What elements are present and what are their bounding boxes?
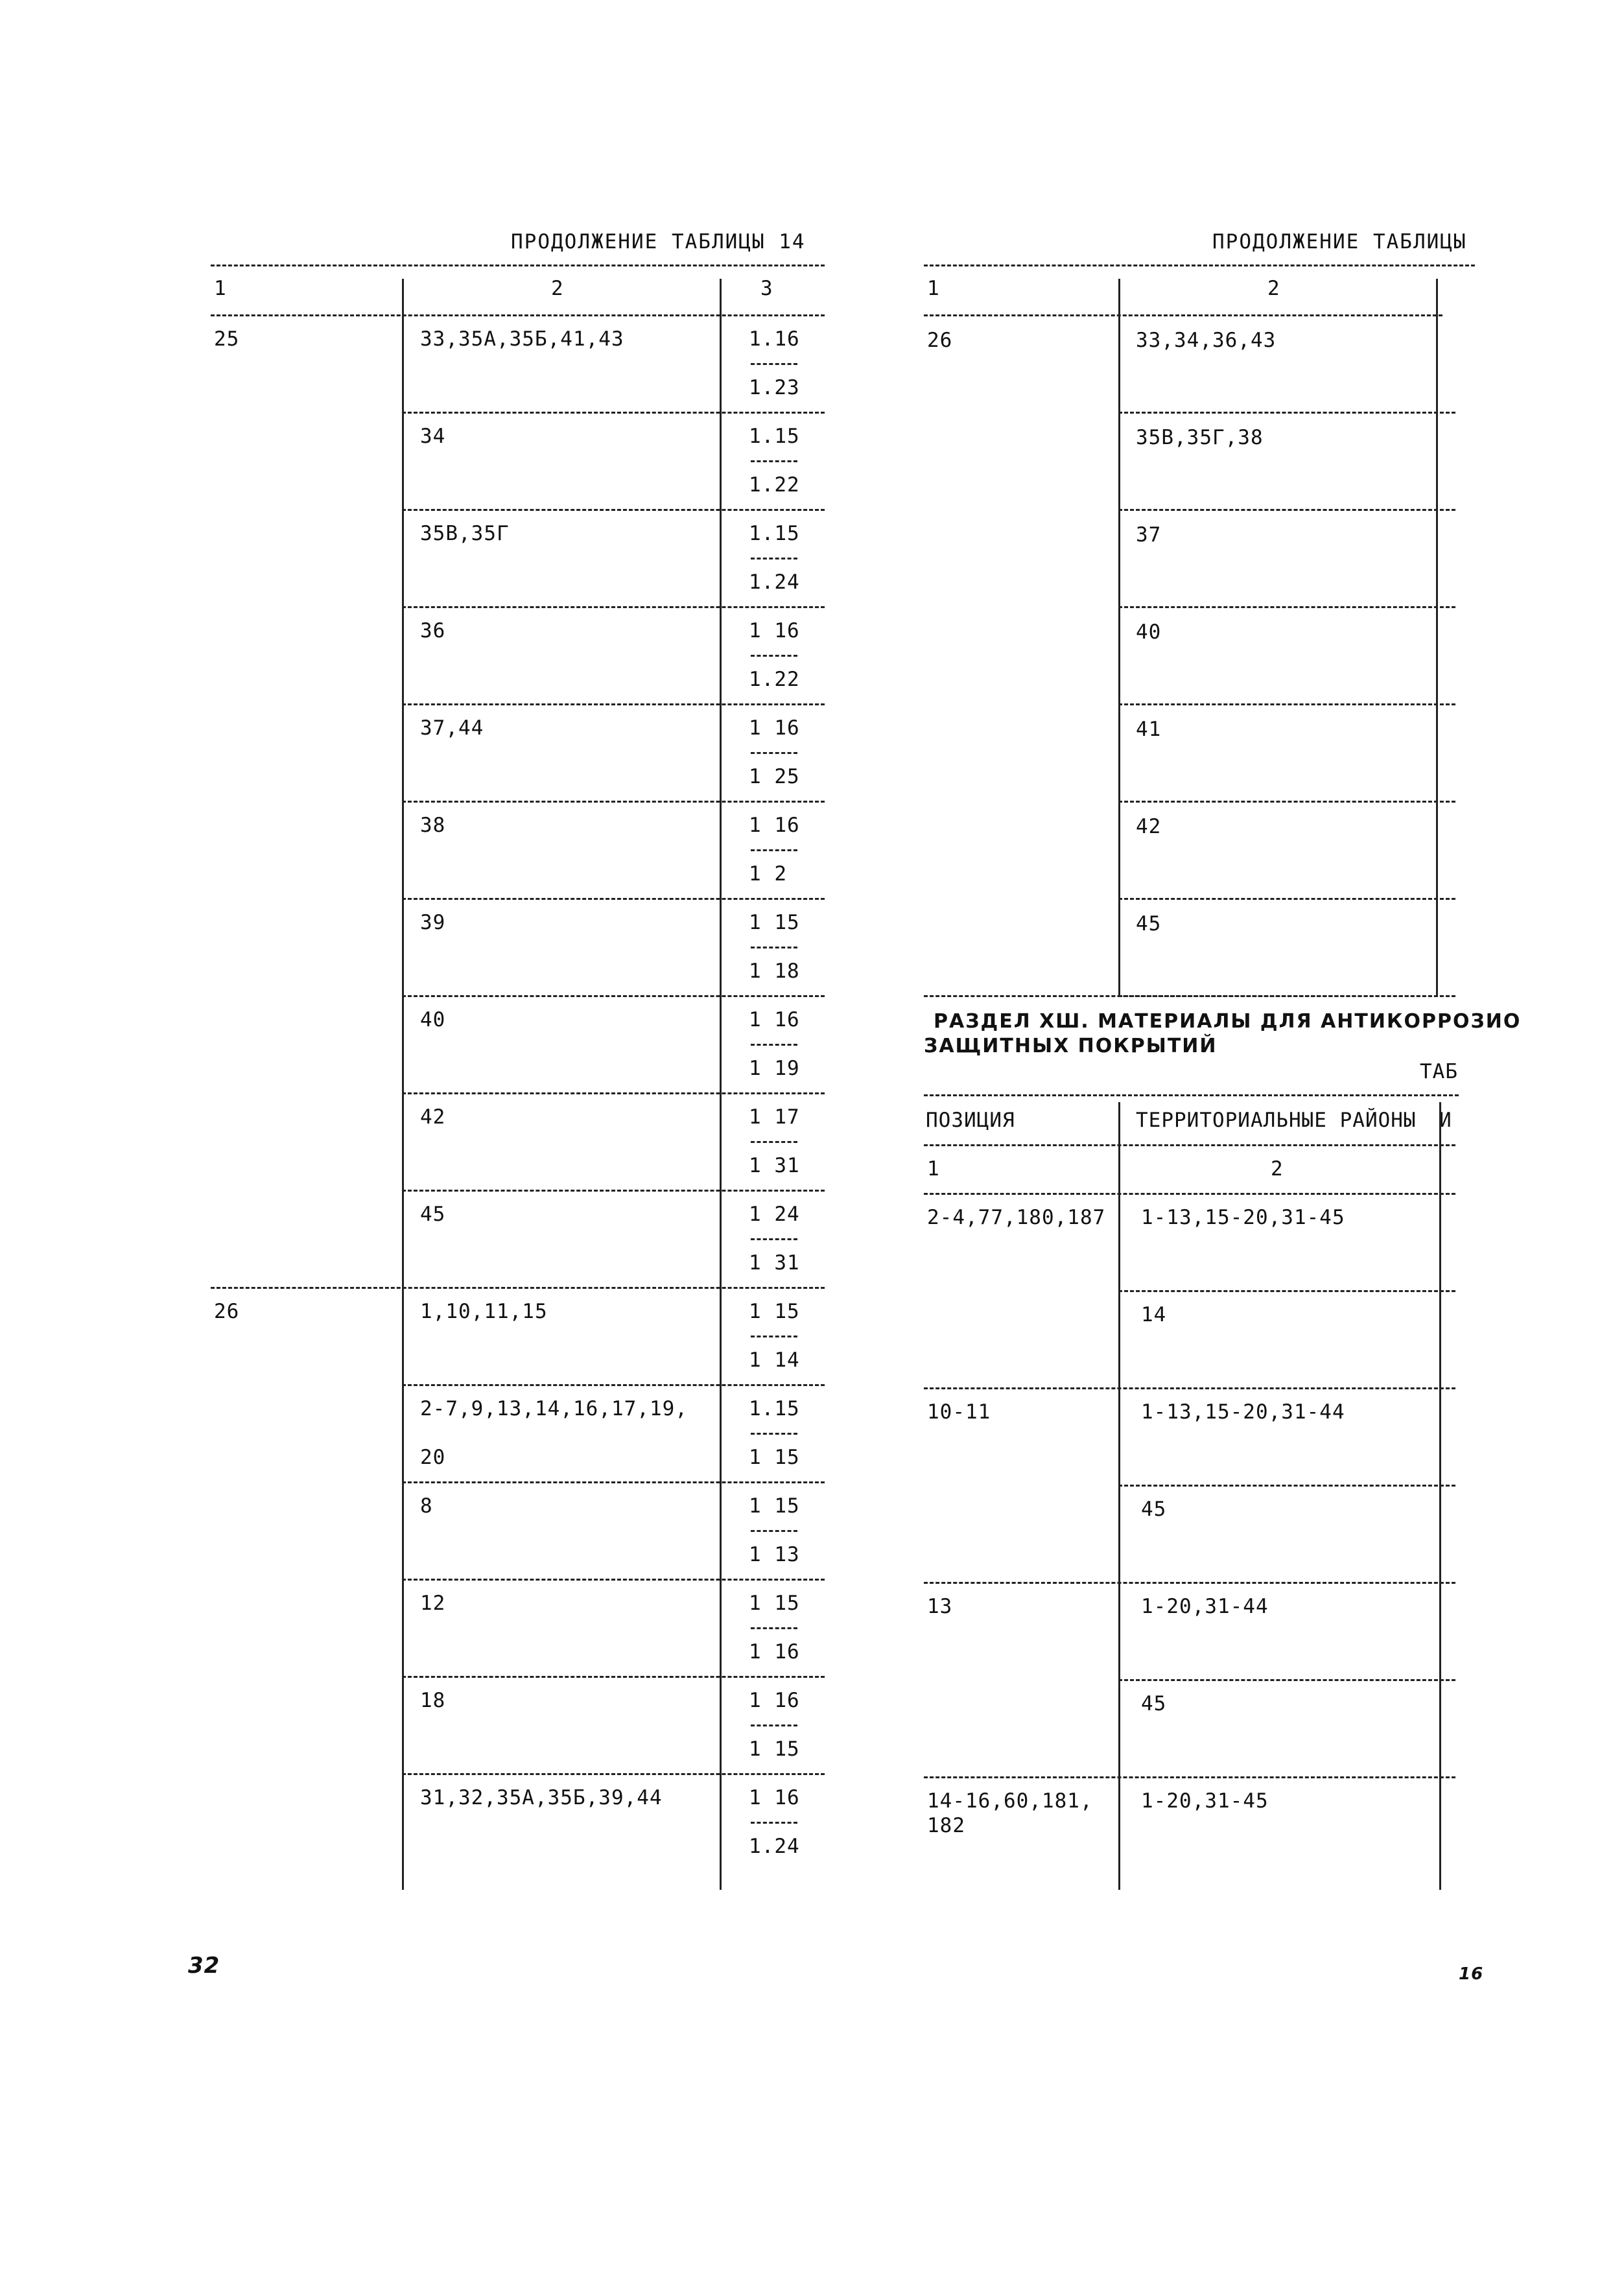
left-row-positions: 2-7,9,13,14,16,17,19, <box>420 1397 688 1420</box>
left-row-positions: 40 <box>420 1008 446 1031</box>
right-header-col2: 2 <box>1267 277 1280 300</box>
table2-number-col2: 2 <box>1271 1157 1284 1181</box>
left-row-coef-top: 1 16 <box>749 1786 800 1809</box>
left-row-coef-bottom: 1.23 <box>749 376 800 399</box>
left-row-positions: 18 <box>420 1689 446 1712</box>
left-row-coef-top: 1 16 <box>749 619 800 642</box>
left-row-separator <box>402 509 825 511</box>
left-row-positions: 8 <box>420 1494 433 1518</box>
left-header-col1: 1 <box>214 277 227 300</box>
table2-col-divider-1 <box>1118 1102 1120 1890</box>
table2-row-separator <box>924 1387 1455 1389</box>
table2-row-regions: 14 <box>1141 1303 1167 1326</box>
right-row-group-number: 26 <box>927 329 953 352</box>
left-row-coef-top: 1.16 <box>749 327 800 351</box>
left-row-fraction-line <box>751 947 797 948</box>
left-row-group-number: 25 <box>214 327 240 351</box>
left-row-separator <box>402 412 825 414</box>
left-row-fraction-line <box>751 752 797 754</box>
table2-row-positions: 10-11 <box>927 1400 991 1424</box>
left-row-separator <box>402 995 825 997</box>
table2-row-regions: 45 <box>1141 1498 1167 1521</box>
table2-row-positions-cont: 182 <box>927 1814 965 1837</box>
left-row-fraction-line <box>751 655 797 657</box>
left-row-separator <box>402 1773 825 1775</box>
right-header-col1: 1 <box>927 277 940 300</box>
left-row-coef-top: 1 16 <box>749 1008 800 1031</box>
left-row-group-number: 26 <box>214 1300 240 1323</box>
table2-row-regions: 1-20,31-45 <box>1141 1789 1269 1813</box>
left-row-coef-bottom: 1.22 <box>749 668 800 691</box>
left-row-fraction-line <box>751 363 797 365</box>
left-row-coef-top: 1 16 <box>749 716 800 740</box>
right-row-separator <box>1118 703 1455 705</box>
left-row-separator <box>402 1481 825 1483</box>
table2-header-col2: ТЕРРИТОРИАЛЬНЫЕ РАЙОНЫ <box>1136 1109 1417 1132</box>
left-header-col2: 2 <box>551 277 564 300</box>
table2-header-col3: И <box>1439 1109 1452 1132</box>
table2-row-separator <box>924 1582 1455 1584</box>
left-row-coef-top: 1.15 <box>749 1397 800 1420</box>
table2-header-col1: ПОЗИЦИЯ <box>926 1109 1015 1132</box>
right-row-separator <box>1118 412 1455 414</box>
left-table-caption: ПРОДОЛЖЕНИЕ ТАБЛИЦЫ 14 <box>511 230 806 253</box>
left-row-fraction-line <box>751 1336 797 1337</box>
right-table-top-rule <box>924 265 1475 266</box>
table2-row-separator <box>1118 1679 1455 1681</box>
right-row-positions: 45 <box>1136 912 1162 936</box>
left-row-coef-top: 1.15 <box>749 425 800 448</box>
left-row-coef-bottom: 1 19 <box>749 1057 800 1080</box>
left-row-fraction-line <box>751 558 797 559</box>
table2-row-regions: 1-13,15-20,31-45 <box>1141 1206 1345 1229</box>
left-row-separator <box>402 1190 825 1192</box>
left-row-coef-bottom: 1.22 <box>749 473 800 497</box>
table2-row-regions: 45 <box>1141 1692 1167 1715</box>
left-row-separator <box>402 703 825 705</box>
left-col-divider-1 <box>402 279 404 1890</box>
left-table-top-rule <box>211 265 825 266</box>
left-row-coef-top: 1 17 <box>749 1105 800 1129</box>
left-row-coef-bottom: 1 15 <box>749 1446 800 1469</box>
table2-row-positions: 13 <box>927 1595 953 1618</box>
right-table-caption: ПРОДОЛЖЕНИЕ ТАБЛИЦЫ <box>1212 230 1467 253</box>
table2-row-positions: 14-16,60,181, <box>927 1789 1093 1813</box>
table2-row-separator <box>1118 1290 1455 1292</box>
left-row-coef-bottom: 1 31 <box>749 1154 800 1177</box>
table2-row-positions: 2-4,77,180,187 <box>927 1206 1106 1229</box>
table2-number-col1: 1 <box>927 1157 940 1181</box>
right-row-positions: 41 <box>1136 718 1162 741</box>
left-row-fraction-line <box>751 1044 797 1046</box>
left-row-positions: 33,35А,35Б,41,43 <box>420 327 624 351</box>
right-col-divider-2 <box>1436 279 1438 995</box>
left-row-separator <box>402 1384 825 1386</box>
left-row-separator <box>402 1092 825 1094</box>
left-row-fraction-line <box>751 1530 797 1532</box>
left-row-coef-top: 1 15 <box>749 1300 800 1323</box>
right-row-positions: 37 <box>1136 523 1162 547</box>
table2-row-separator <box>924 1776 1455 1778</box>
left-row-positions: 38 <box>420 814 446 837</box>
left-row-positions: 1,10,11,15 <box>420 1300 548 1323</box>
left-row-coef-bottom: 1.24 <box>749 571 800 594</box>
left-header-rule <box>211 314 825 316</box>
left-row-separator <box>402 1676 825 1678</box>
right-row-separator <box>1118 606 1455 608</box>
right-row-separator <box>1118 509 1455 511</box>
left-row-coef-bottom: 1.24 <box>749 1835 800 1858</box>
left-row-fraction-line <box>751 460 797 462</box>
section-title-line2: ЗАЩИТНЫХ ПОКРЫТИЙ <box>924 1035 1218 1057</box>
table2-header-rule <box>924 1144 1455 1146</box>
left-row-coef-bottom: 1 13 <box>749 1543 800 1566</box>
left-row-positions-cont: 20 <box>420 1446 446 1469</box>
page-number-left: 32 <box>188 1953 220 1979</box>
right-table-bottom-rule <box>924 995 1455 997</box>
right-row-separator <box>1118 801 1455 803</box>
left-row-coef-top: 1 16 <box>749 1689 800 1712</box>
left-row-coef-top: 1 24 <box>749 1203 800 1226</box>
left-row-separator <box>402 606 825 608</box>
table2-row-regions: 1-20,31-44 <box>1141 1595 1269 1618</box>
page-number-right: 16 <box>1459 1964 1484 1984</box>
right-row-positions: 40 <box>1136 620 1162 644</box>
left-row-positions: 31,32,35А,35Б,39,44 <box>420 1786 663 1809</box>
table2-col-divider-2 <box>1439 1102 1441 1890</box>
table-label: ТАБ <box>1420 1060 1458 1083</box>
left-row-positions: 45 <box>420 1203 446 1226</box>
left-row-coef-top: 1 15 <box>749 1494 800 1518</box>
right-header-rule <box>924 314 1442 316</box>
left-row-separator <box>402 1579 825 1581</box>
table2-row-separator <box>1118 1485 1455 1487</box>
left-row-coef-bottom: 1 31 <box>749 1251 800 1275</box>
left-row-coef-bottom: 1 16 <box>749 1640 800 1664</box>
left-row-fraction-line <box>751 849 797 851</box>
left-row-fraction-line <box>751 1725 797 1726</box>
table2-number-rule <box>924 1193 1455 1195</box>
left-row-positions: 35В,35Г <box>420 522 510 545</box>
section-title-line1: РАЗДЕЛ ХШ. МАТЕРИАЛЫ ДЛЯ АНТИКОРРОЗИО <box>934 1010 1522 1033</box>
table2-row-regions: 1-13,15-20,31-44 <box>1141 1400 1345 1424</box>
left-row-coef-bottom: 1 14 <box>749 1348 800 1372</box>
right-row-separator <box>1118 898 1455 900</box>
left-row-positions: 37,44 <box>420 716 484 740</box>
left-row-positions: 34 <box>420 425 446 448</box>
left-row-positions: 39 <box>420 911 446 934</box>
left-row-coef-bottom: 1 25 <box>749 765 800 788</box>
left-row-coef-top: 1.15 <box>749 522 800 545</box>
left-row-fraction-line <box>751 1627 797 1629</box>
right-row-positions: 35В,35Г,38 <box>1136 426 1264 449</box>
left-row-fraction-line <box>751 1433 797 1435</box>
left-row-positions: 12 <box>420 1592 446 1615</box>
left-row-coef-bottom: 1 2 <box>749 862 787 886</box>
right-row-positions: 42 <box>1136 815 1162 838</box>
left-row-positions: 36 <box>420 619 446 642</box>
left-row-fraction-line <box>751 1141 797 1143</box>
left-row-coef-top: 1 15 <box>749 1592 800 1615</box>
left-row-coef-bottom: 1 18 <box>749 960 800 983</box>
left-row-coef-top: 1 16 <box>749 814 800 837</box>
left-row-coef-bottom: 1 15 <box>749 1737 800 1761</box>
left-row-coef-top: 1 15 <box>749 911 800 934</box>
left-row-separator <box>211 1287 825 1289</box>
left-row-fraction-line <box>751 1238 797 1240</box>
right-col-divider-1 <box>1118 279 1120 995</box>
left-header-col3: 3 <box>760 277 773 300</box>
left-row-separator <box>402 801 825 803</box>
left-row-fraction-line <box>751 1822 797 1824</box>
table2-top-rule <box>924 1094 1459 1096</box>
left-row-separator <box>402 898 825 900</box>
left-col-divider-2 <box>720 279 722 1890</box>
right-row-positions: 33,34,36,43 <box>1136 329 1277 352</box>
left-row-positions: 42 <box>420 1105 446 1129</box>
